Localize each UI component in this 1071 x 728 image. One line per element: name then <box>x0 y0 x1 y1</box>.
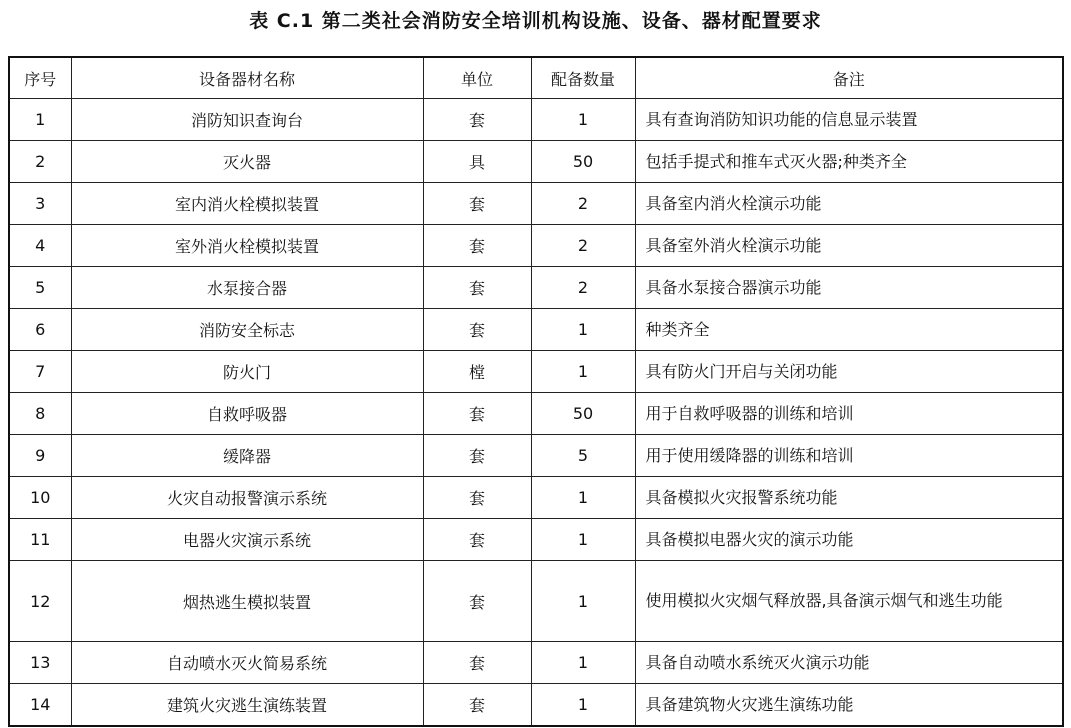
cell-name: 建筑火灾逃生演练装置 <box>71 684 423 727</box>
table-row <box>9 183 1063 225</box>
table-row <box>9 225 1063 267</box>
cell-remarks: 包括手提式和推车式灭火器;种类齐全 <box>635 141 1063 183</box>
cell-name: 灭火器 <box>71 141 423 183</box>
header-unit: 单位 <box>423 57 531 99</box>
table-row <box>9 351 1063 393</box>
header-name: 设备器材名称 <box>71 57 423 99</box>
table-row <box>9 435 1063 477</box>
cell-quantity: 2 <box>531 225 635 267</box>
cell-unit: 具 <box>423 141 531 183</box>
table-header-row <box>9 57 1063 99</box>
table-row <box>9 684 1063 727</box>
cell-quantity: 1 <box>531 309 635 351</box>
cell-name: 火灾自动报警演示系统 <box>71 477 423 519</box>
cell-remarks: 种类齐全 <box>635 309 1063 351</box>
cell-remarks: 具有防火门开启与关闭功能 <box>635 351 1063 393</box>
cell-quantity: 5 <box>531 435 635 477</box>
cell-remarks: 具有查询消防知识功能的信息显示装置 <box>635 99 1063 141</box>
cell-index: 4 <box>9 225 71 267</box>
cell-quantity: 1 <box>531 351 635 393</box>
cell-unit: 套 <box>423 477 531 519</box>
cell-unit: 套 <box>423 183 531 225</box>
cell-unit: 套 <box>423 309 531 351</box>
cell-quantity: 1 <box>531 642 635 684</box>
cell-name: 自动喷水灭火简易系统 <box>71 642 423 684</box>
cell-remarks: 具备建筑物火灾逃生演练功能 <box>635 684 1063 727</box>
cell-remarks: 用于使用缓降器的训练和培训 <box>635 435 1063 477</box>
cell-quantity: 1 <box>531 99 635 141</box>
cell-name: 室内消火栓模拟装置 <box>71 183 423 225</box>
cell-quantity: 2 <box>531 267 635 309</box>
cell-unit: 套 <box>423 267 531 309</box>
cell-name: 消防安全标志 <box>71 309 423 351</box>
cell-unit: 樘 <box>423 351 531 393</box>
cell-unit: 套 <box>423 642 531 684</box>
cell-quantity: 50 <box>531 393 635 435</box>
cell-name: 缓降器 <box>71 435 423 477</box>
cell-remarks: 具备自动喷水系统灭火演示功能 <box>635 642 1063 684</box>
header-index: 序号 <box>9 57 71 99</box>
cell-index: 5 <box>9 267 71 309</box>
cell-name: 水泵接合器 <box>71 267 423 309</box>
cell-index: 1 <box>9 99 71 141</box>
cell-unit: 套 <box>423 99 531 141</box>
cell-quantity: 1 <box>531 561 635 642</box>
cell-unit: 套 <box>423 225 531 267</box>
cell-remarks: 具备模拟电器火灾的演示功能 <box>635 519 1063 561</box>
cell-name: 消防知识查询台 <box>71 99 423 141</box>
cell-name: 室外消火栓模拟装置 <box>71 225 423 267</box>
cell-remarks: 具备模拟火灾报警系统功能 <box>635 477 1063 519</box>
cell-index: 2 <box>9 141 71 183</box>
cell-index: 11 <box>9 519 71 561</box>
table-row <box>9 477 1063 519</box>
cell-unit: 套 <box>423 435 531 477</box>
header-remarks: 备注 <box>635 57 1063 99</box>
table-row <box>9 561 1063 642</box>
table-row <box>9 642 1063 684</box>
table-title: 表 C.1 第二类社会消防安全培训机构设施、设备、器材配置要求 <box>249 10 822 32</box>
cell-unit: 套 <box>423 519 531 561</box>
cell-index: 9 <box>9 435 71 477</box>
table-row <box>9 267 1063 309</box>
cell-index: 14 <box>9 684 71 727</box>
cell-name: 电器火灾演示系统 <box>71 519 423 561</box>
cell-unit: 套 <box>423 393 531 435</box>
cell-remarks: 用于自救呼吸器的训练和培训 <box>635 393 1063 435</box>
cell-remarks: 具备室外消火栓演示功能 <box>635 225 1063 267</box>
cell-quantity: 1 <box>531 477 635 519</box>
cell-unit: 套 <box>423 561 531 642</box>
cell-index: 8 <box>9 393 71 435</box>
cell-index: 13 <box>9 642 71 684</box>
equipment-table <box>8 56 1064 727</box>
table-row <box>9 309 1063 351</box>
cell-name: 烟热逃生模拟装置 <box>71 561 423 642</box>
cell-index: 10 <box>9 477 71 519</box>
cell-index: 12 <box>9 561 71 642</box>
cell-index: 3 <box>9 183 71 225</box>
table-row <box>9 393 1063 435</box>
cell-name: 防火门 <box>71 351 423 393</box>
cell-unit: 套 <box>423 684 531 727</box>
cell-quantity: 50 <box>531 141 635 183</box>
cell-quantity: 1 <box>531 519 635 561</box>
cell-quantity: 2 <box>531 183 635 225</box>
cell-quantity: 1 <box>531 684 635 727</box>
cell-index: 6 <box>9 309 71 351</box>
cell-remarks: 使用模拟火灾烟气释放器,具备演示烟气和逃生功能 <box>635 561 1063 642</box>
cell-remarks: 具备水泵接合器演示功能 <box>635 267 1063 309</box>
table-row <box>9 99 1063 141</box>
cell-remarks: 具备室内消火栓演示功能 <box>635 183 1063 225</box>
table-row <box>9 141 1063 183</box>
header-quantity: 配备数量 <box>531 57 635 99</box>
cell-name: 自救呼吸器 <box>71 393 423 435</box>
table-row <box>9 519 1063 561</box>
cell-index: 7 <box>9 351 71 393</box>
